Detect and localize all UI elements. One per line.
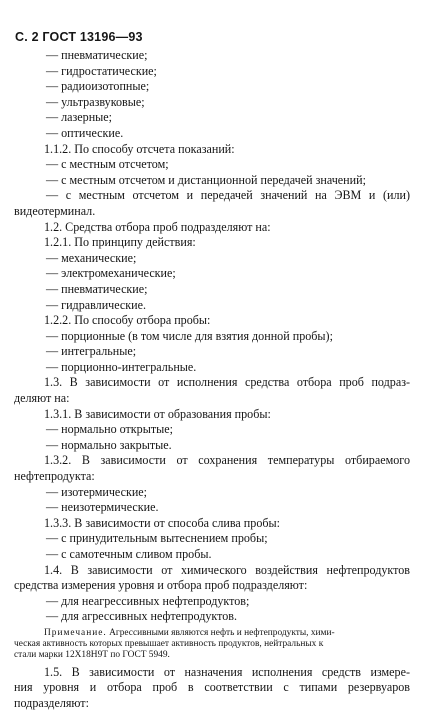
text-line: — пневматические; bbox=[46, 48, 148, 62]
text-line: — интегральные; bbox=[46, 344, 137, 359]
text-line: 1.3.3. В зависимости от способа слива пробы: bbox=[44, 515, 281, 530]
tail-lines bbox=[14, 665, 410, 711]
text-line: 1.1.2. По способу отсчета показаний: bbox=[44, 141, 235, 156]
body-text bbox=[14, 48, 410, 711]
note-line: ческая активность которых превышает активность продуктов, нейтральных к bbox=[14, 639, 324, 650]
text-line: средства измерения уровня и отбора проб подразделяют: bbox=[14, 578, 308, 593]
text-line: — гидростатические; bbox=[46, 63, 157, 78]
page-header: С. 2 ГОСТ 13196—93 bbox=[15, 30, 143, 44]
text-line: — с принудительным вытеснением пробы; bbox=[46, 531, 268, 546]
text-line: — с местным отсчетом и передачей значений на ЭВМ и (или) bbox=[46, 188, 410, 203]
text-line: — гидравлические. bbox=[46, 297, 147, 312]
text-line: — с местным отсчетом и дистанционной передачей значений; bbox=[46, 172, 366, 187]
text-line: — оптические. bbox=[46, 125, 124, 140]
text-line: — нормально открытые; bbox=[46, 422, 173, 437]
text-line: — механические; bbox=[46, 250, 137, 265]
text-line: 1.2. Средства отбора проб подразделяют на: bbox=[44, 219, 271, 234]
text-line: — лазерные; bbox=[46, 110, 113, 125]
text-line: — нормально закрытые. bbox=[46, 437, 172, 452]
text-line: подразделяют: bbox=[14, 695, 89, 710]
text-line: — порционные (в том числе для взятия донной пробы); bbox=[46, 328, 333, 343]
note-line: стали марки 12Х18Н9Т по ГОСТ 5949. bbox=[14, 650, 170, 661]
text-line: — электромеханические; bbox=[46, 266, 176, 281]
text-line: деляют на: bbox=[14, 391, 70, 406]
text-line: — порционно-интегральные. bbox=[46, 359, 197, 374]
note-label: Примечание. bbox=[44, 627, 107, 638]
text-line: — с местным отсчетом; bbox=[46, 157, 169, 172]
text-line: 1.4. В зависимости от химического воздействия нефтепродуктов bbox=[44, 562, 410, 577]
text-line: 1.3.2. В зависимости от сохранения температуры отбираемого bbox=[44, 453, 410, 468]
text-line: 1.3.1. В зависимости от образования пробы: bbox=[44, 406, 271, 421]
text-line: 1.5. В зависимости от назначения исполнения средств измере- bbox=[44, 664, 410, 679]
text-line: 1.2.1. По принципу действия: bbox=[44, 235, 196, 250]
text-line: — радиоизотопные; bbox=[46, 79, 150, 94]
text-line: ния уровня и отбора проб в соответствии с типами резервуаров bbox=[14, 680, 410, 695]
text-line: — пневматические; bbox=[46, 281, 148, 296]
text-line: — для агрессивных нефтепродуктов. bbox=[46, 609, 238, 624]
text-line: — ультразвуковые; bbox=[46, 94, 145, 109]
text-line: — с самотечным сливом пробы. bbox=[46, 547, 212, 561]
note-line bbox=[14, 628, 410, 639]
text-line: 1.2.2. По способу отбора пробы: bbox=[44, 313, 211, 328]
text-line: нефтепродукта: bbox=[14, 469, 95, 484]
text-line: видеотерминал. bbox=[14, 203, 96, 218]
text-line: — неизотермические. bbox=[46, 500, 159, 515]
text-line: — изотермические; bbox=[46, 484, 148, 499]
text-line: 1.3. В зависимости от исполнения средства отбора проб подраз- bbox=[44, 375, 410, 390]
note-text: Агрессивными являются нефть и нефтепродукты, хими- bbox=[106, 627, 335, 638]
text-line: — для неагрессивных нефтепродуктов; bbox=[46, 593, 250, 608]
main-lines bbox=[14, 48, 410, 625]
